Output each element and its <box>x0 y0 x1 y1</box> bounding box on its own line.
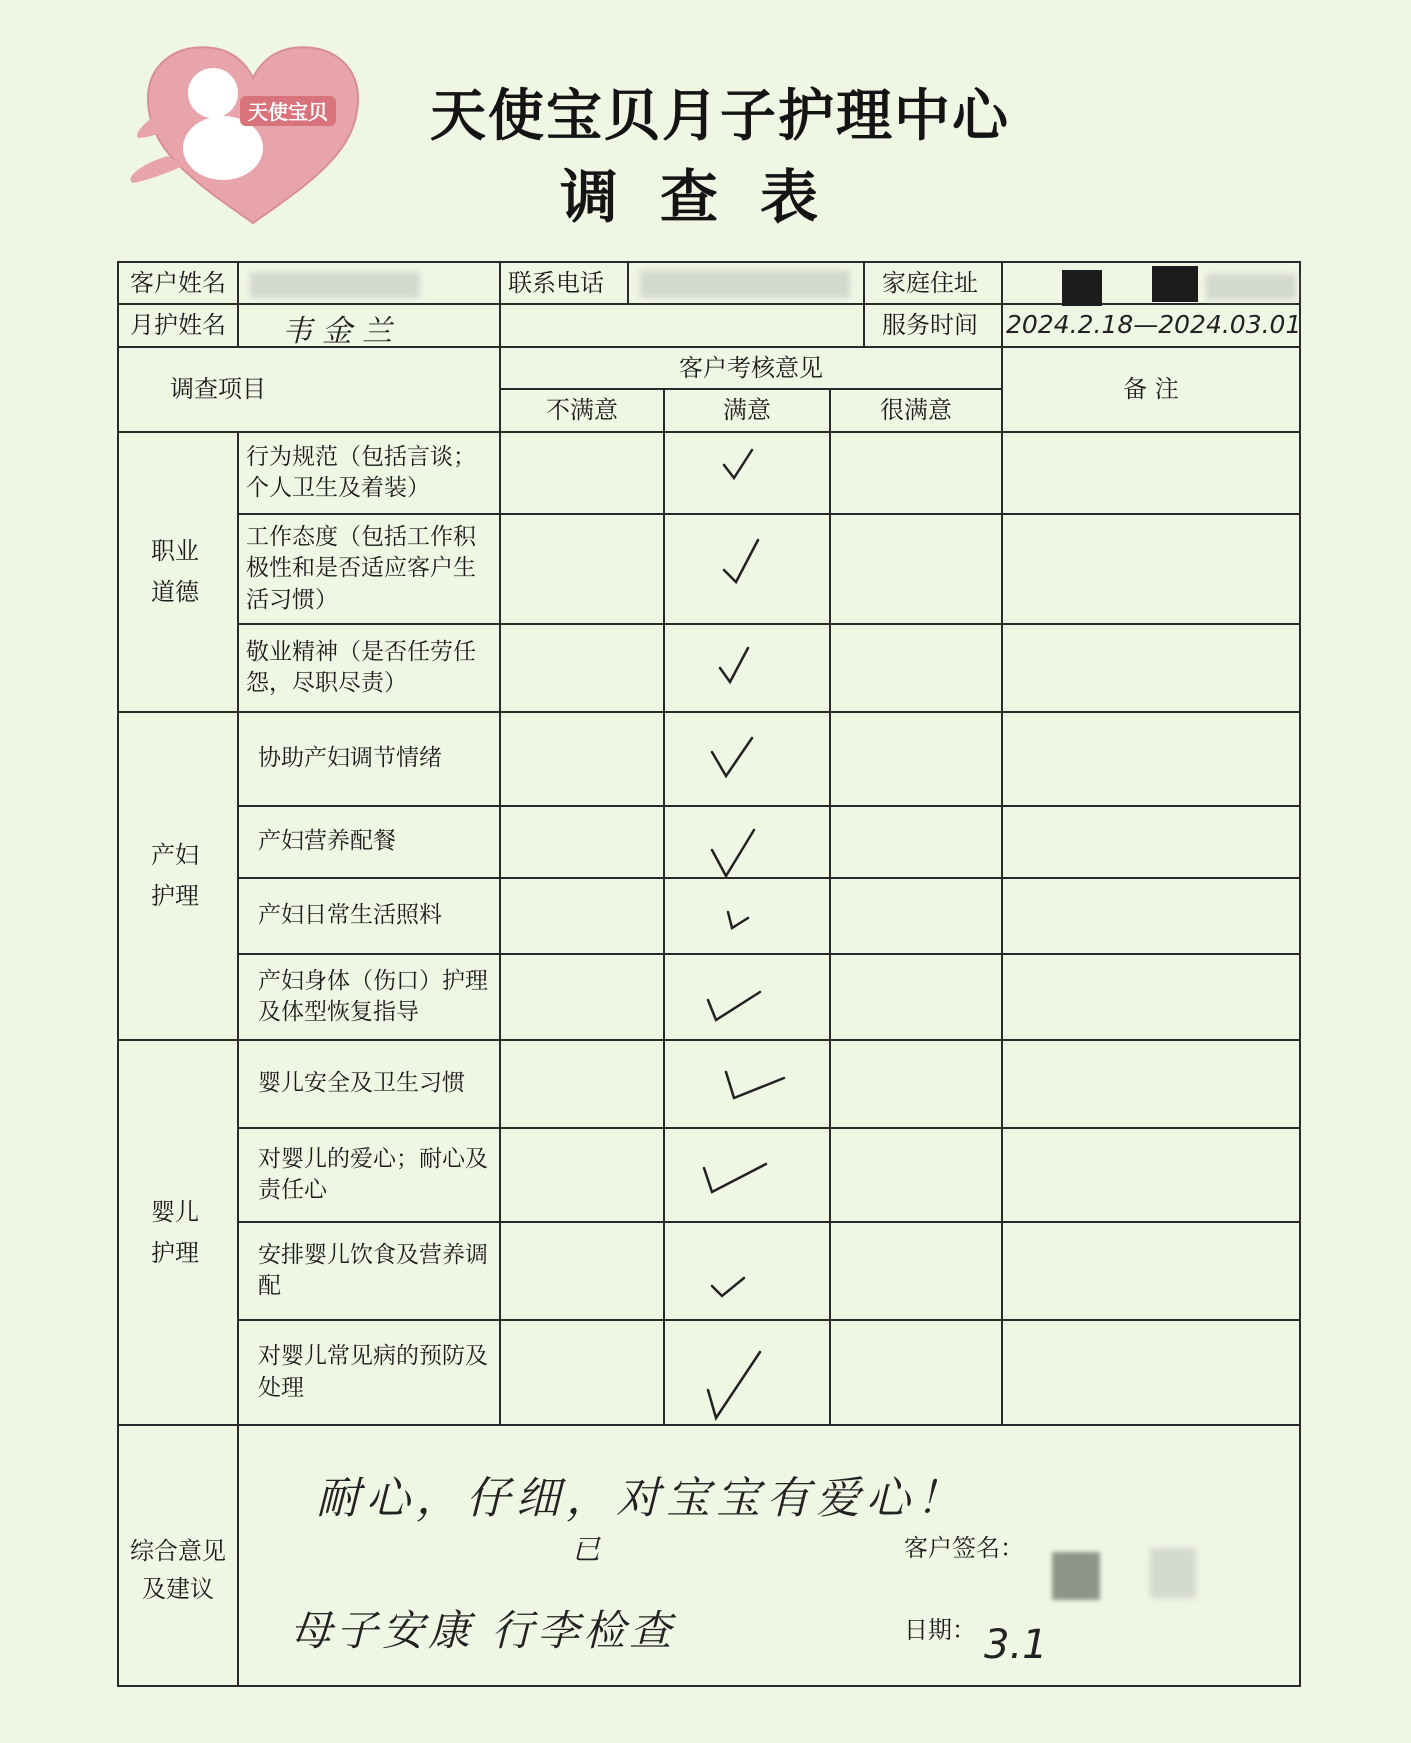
check-icon <box>712 1278 744 1296</box>
group-label-professional-ethics: 职业道德 <box>151 537 199 606</box>
logo-text: 天使宝贝 <box>248 100 328 124</box>
survey-item-header: 调查项目 <box>170 375 266 404</box>
group-label-mother-care: 产妇护理 <box>151 841 199 910</box>
nurse-name-label: 月护姓名 <box>130 311 226 340</box>
summary-label: 综合意见及建议 <box>130 1536 226 1603</box>
customer-name-redacted <box>250 272 420 298</box>
check-icon <box>708 1352 760 1418</box>
item-nutrition: 产妇营养配餐 <box>258 828 396 855</box>
service-time-label: 服务时间 <box>882 311 978 340</box>
check-icon <box>712 738 752 776</box>
check-icon <box>726 1072 784 1098</box>
check-icon <box>728 912 748 928</box>
summary-note: 母子安康 行李检查 <box>290 1606 676 1655</box>
service-time-value: 2024.2.18—2024.03.01 <box>1006 310 1302 339</box>
address-redacted-2 <box>1152 266 1198 302</box>
address-redacted-1 <box>1062 270 1102 306</box>
check-icon <box>708 992 760 1020</box>
signature-label: 客户签名： <box>904 1533 1024 1562</box>
check-icon <box>712 830 754 876</box>
rating-header-satisfied: 满意 <box>723 396 771 425</box>
item-dedication: 敬业精神（是否任劳任怨，尽职尽责） <box>246 638 476 696</box>
form-subtitle: 调查表 <box>560 163 861 231</box>
customer-name-label: 客户姓名 <box>130 268 226 297</box>
angel-baby-logo <box>128 38 378 228</box>
check-icon <box>724 450 752 478</box>
phone-label: 联系电话 <box>508 268 604 297</box>
signature-redacted-2 <box>1150 1548 1196 1598</box>
item-baby-diet: 安排婴儿饮食及营养调配 <box>258 1241 488 1299</box>
date-value: 3.1 <box>984 1622 1048 1668</box>
address-label: 家庭住址 <box>882 268 978 297</box>
item-baby-love: 对婴儿的爱心；耐心及责任心 <box>258 1145 488 1203</box>
group-label-baby-care: 婴儿护理 <box>151 1197 199 1267</box>
summary-comment: 耐心，仔细，对宝宝有爱心！ <box>316 1473 966 1524</box>
item-mood: 协助产妇调节情绪 <box>258 745 442 772</box>
form-title: 天使宝贝月子护理中心 <box>430 84 1010 149</box>
opinion-header: 客户考核意见 <box>679 353 823 382</box>
nurse-name-value: 韦金兰 <box>282 314 402 349</box>
item-daily-care: 产妇日常生活照料 <box>258 902 442 929</box>
rating-header-unsatisfied: 不满意 <box>546 396 618 425</box>
signature-redacted <box>1052 1552 1100 1600</box>
date-label: 日期： <box>904 1615 976 1644</box>
phone-redacted <box>640 270 850 298</box>
item-baby-illness: 对婴儿常见病的预防及处理 <box>258 1343 488 1401</box>
item-attitude: 工作态度（包括工作积极性和是否适应客户生活习惯） <box>246 524 476 613</box>
item-conduct: 行为规范（包括言谈；个人卫生及着装） <box>246 443 476 501</box>
check-icon <box>724 540 758 582</box>
rating-header-very-satisfied: 很满意 <box>880 396 952 425</box>
check-icon <box>704 1164 766 1192</box>
check-icon <box>720 648 748 682</box>
note-mark: 已 <box>572 1533 601 1566</box>
remark-header: 备 注 <box>1123 375 1179 404</box>
item-baby-safety: 婴儿安全及卫生习惯 <box>258 1070 465 1097</box>
address-redacted-3 <box>1206 274 1296 300</box>
item-recovery: 产妇身体（伤口）护理及体型恢复指导 <box>258 967 488 1025</box>
